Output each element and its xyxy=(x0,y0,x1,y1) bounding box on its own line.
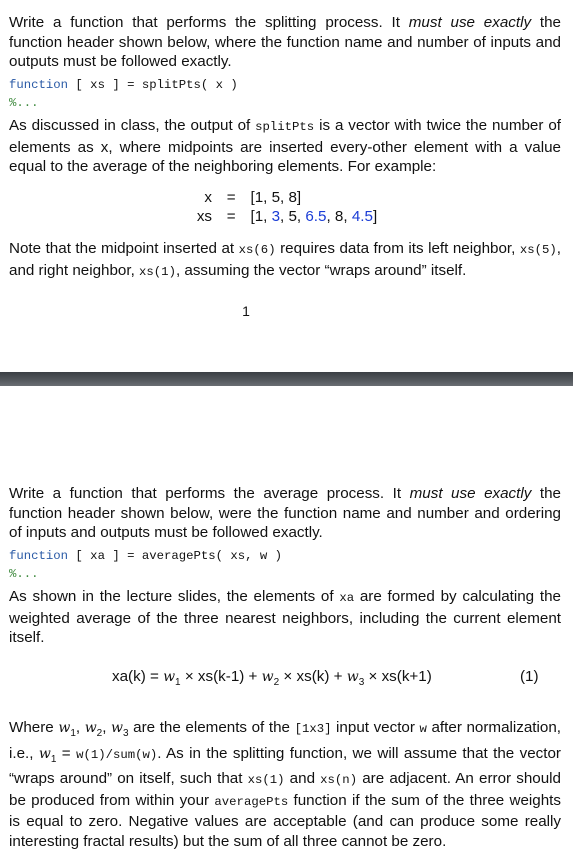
text: , xyxy=(75,719,85,736)
weight-symbol: w xyxy=(261,669,274,685)
averagepts-description-paragraph xyxy=(9,587,561,648)
text: = xyxy=(56,744,77,762)
page-number: 1 xyxy=(242,303,250,319)
text: requires data from its left neighbor, xyxy=(275,240,520,257)
weighted-average-equation xyxy=(112,667,432,692)
weight-symbol: w xyxy=(346,669,359,685)
code-comment: %... xyxy=(9,567,39,581)
times-sign: × xyxy=(279,668,297,685)
text: Write a function that performs the average process. It xyxy=(9,485,410,502)
emphasis-text: must use exactly xyxy=(409,485,532,502)
text: Write a function that performs the splitting process. It xyxy=(9,14,409,31)
text: , assuming the vector “wraps around” itself. xyxy=(175,261,467,279)
subscript: 2 xyxy=(273,677,280,689)
equation-number: (1) xyxy=(520,668,539,685)
text: , and right neighbor, xyxy=(9,240,562,279)
equals-sign: = xyxy=(226,189,236,206)
text: function if the sum of the three weights is equal to zero. Negative values are acceptable (and can produce some really interesting fractal results) but the sum of all three cannot be zero. xyxy=(9,791,561,850)
inline-code: averagePts xyxy=(214,794,289,809)
text: are formed by calculating the weighted average of the three nearest neighbors, including the current element itself. xyxy=(9,588,561,646)
x-value: [1, 5, 8] xyxy=(250,189,302,206)
average-intro-paragraph xyxy=(9,484,561,543)
inline-code: xs(6) xyxy=(238,243,276,257)
weight-symbol: w xyxy=(58,720,71,736)
page-separator xyxy=(0,372,573,386)
subscript: 3 xyxy=(358,677,365,689)
page-2 xyxy=(0,386,573,852)
equals-sign: = xyxy=(226,208,236,225)
text: , xyxy=(102,719,112,736)
text: the function header shown below, were the function name and number and ordering of inputs and outputs must be followed exactly. xyxy=(9,485,561,541)
averagepts-function-header xyxy=(9,548,282,564)
inline-code: xs(n) xyxy=(320,773,358,788)
text: are the elements of the xyxy=(128,719,295,736)
xs-value-part: , 5, xyxy=(280,208,306,225)
code-comment: %... xyxy=(9,96,39,110)
midpoint-value: 6.5 xyxy=(305,208,327,225)
inline-code: w(1)/sum(w) xyxy=(76,747,158,762)
code-keyword: function xyxy=(9,78,69,92)
text: after normalization, i.e., xyxy=(9,719,562,762)
emphasis-text: must use exactly xyxy=(408,14,532,31)
weight-symbol: w xyxy=(163,669,176,685)
code-text: [ xs ] = splitPts( x ) xyxy=(68,78,238,92)
text: Note that the midpoint inserted at xyxy=(9,240,239,257)
inline-code: xa xyxy=(339,591,355,605)
subscript: 1 xyxy=(50,753,57,765)
inline-code: w xyxy=(419,722,427,736)
equation-text: xs(k-1) + xyxy=(197,668,262,685)
inline-code: xs(1) xyxy=(247,773,285,788)
xs-value-part: [1, xyxy=(250,208,272,225)
xs-label: xs xyxy=(196,208,212,225)
code-keyword: function xyxy=(9,549,69,563)
page-1 xyxy=(0,0,573,372)
code-text: [ xa ] = averagePts( xs, w ) xyxy=(68,549,283,563)
subscript: 1 xyxy=(70,728,76,740)
text: is a vector with twice the number of elements as x, where midpoints are inserted every-other element with a value equal to the average of the neighboring elements. For example: xyxy=(9,117,561,175)
example-xs-row xyxy=(190,207,377,226)
xs-value-part: , 8, xyxy=(326,208,352,225)
subscript: 1 xyxy=(175,677,181,689)
text: the function header shown below, where the function name and number of inputs and outputs must be followed exactly. xyxy=(9,14,561,70)
midpoint-value: 4.5 xyxy=(351,208,373,225)
text: . As in the splitting function, we will assume that the vector “wraps around” on itself, such that xyxy=(9,744,561,788)
inline-code: xs(5) xyxy=(519,243,557,257)
subscript: 3 xyxy=(123,728,129,740)
equation-text: xs(k) + xyxy=(296,668,347,685)
inline-code: xs(1) xyxy=(139,264,176,279)
weights-explanation-paragraph xyxy=(9,718,561,851)
splitting-intro-paragraph xyxy=(9,13,561,72)
text: As discussed in class, the output of xyxy=(9,117,256,134)
x-label: x xyxy=(204,189,212,206)
weight-symbol: w xyxy=(38,745,51,762)
equation-text: xa(k) = xyxy=(112,668,164,685)
xs-value-part: ] xyxy=(372,208,378,225)
weight-symbol: w xyxy=(84,720,97,736)
subscript: 2 xyxy=(96,728,103,740)
text: are adjacent. An error should be produced from within your xyxy=(9,770,561,809)
times-sign: × xyxy=(364,668,382,685)
text: input vector xyxy=(331,719,420,736)
text: As shown in the lecture slides, the elements of xyxy=(9,588,340,605)
weight-symbol: w xyxy=(111,720,124,736)
text: Where xyxy=(9,719,59,736)
splitpts-description-paragraph xyxy=(9,116,561,177)
splitpts-function-header xyxy=(9,77,238,93)
equation-text: xs(k+1) xyxy=(381,668,432,685)
inline-code: splitPts xyxy=(255,120,315,134)
example-x-row xyxy=(190,188,301,207)
midpoint-value: 3 xyxy=(271,208,281,225)
wrap-around-note-paragraph xyxy=(9,239,561,282)
times-sign: × xyxy=(180,668,198,685)
text: and xyxy=(284,770,321,788)
inline-code: [1x3] xyxy=(294,722,332,736)
